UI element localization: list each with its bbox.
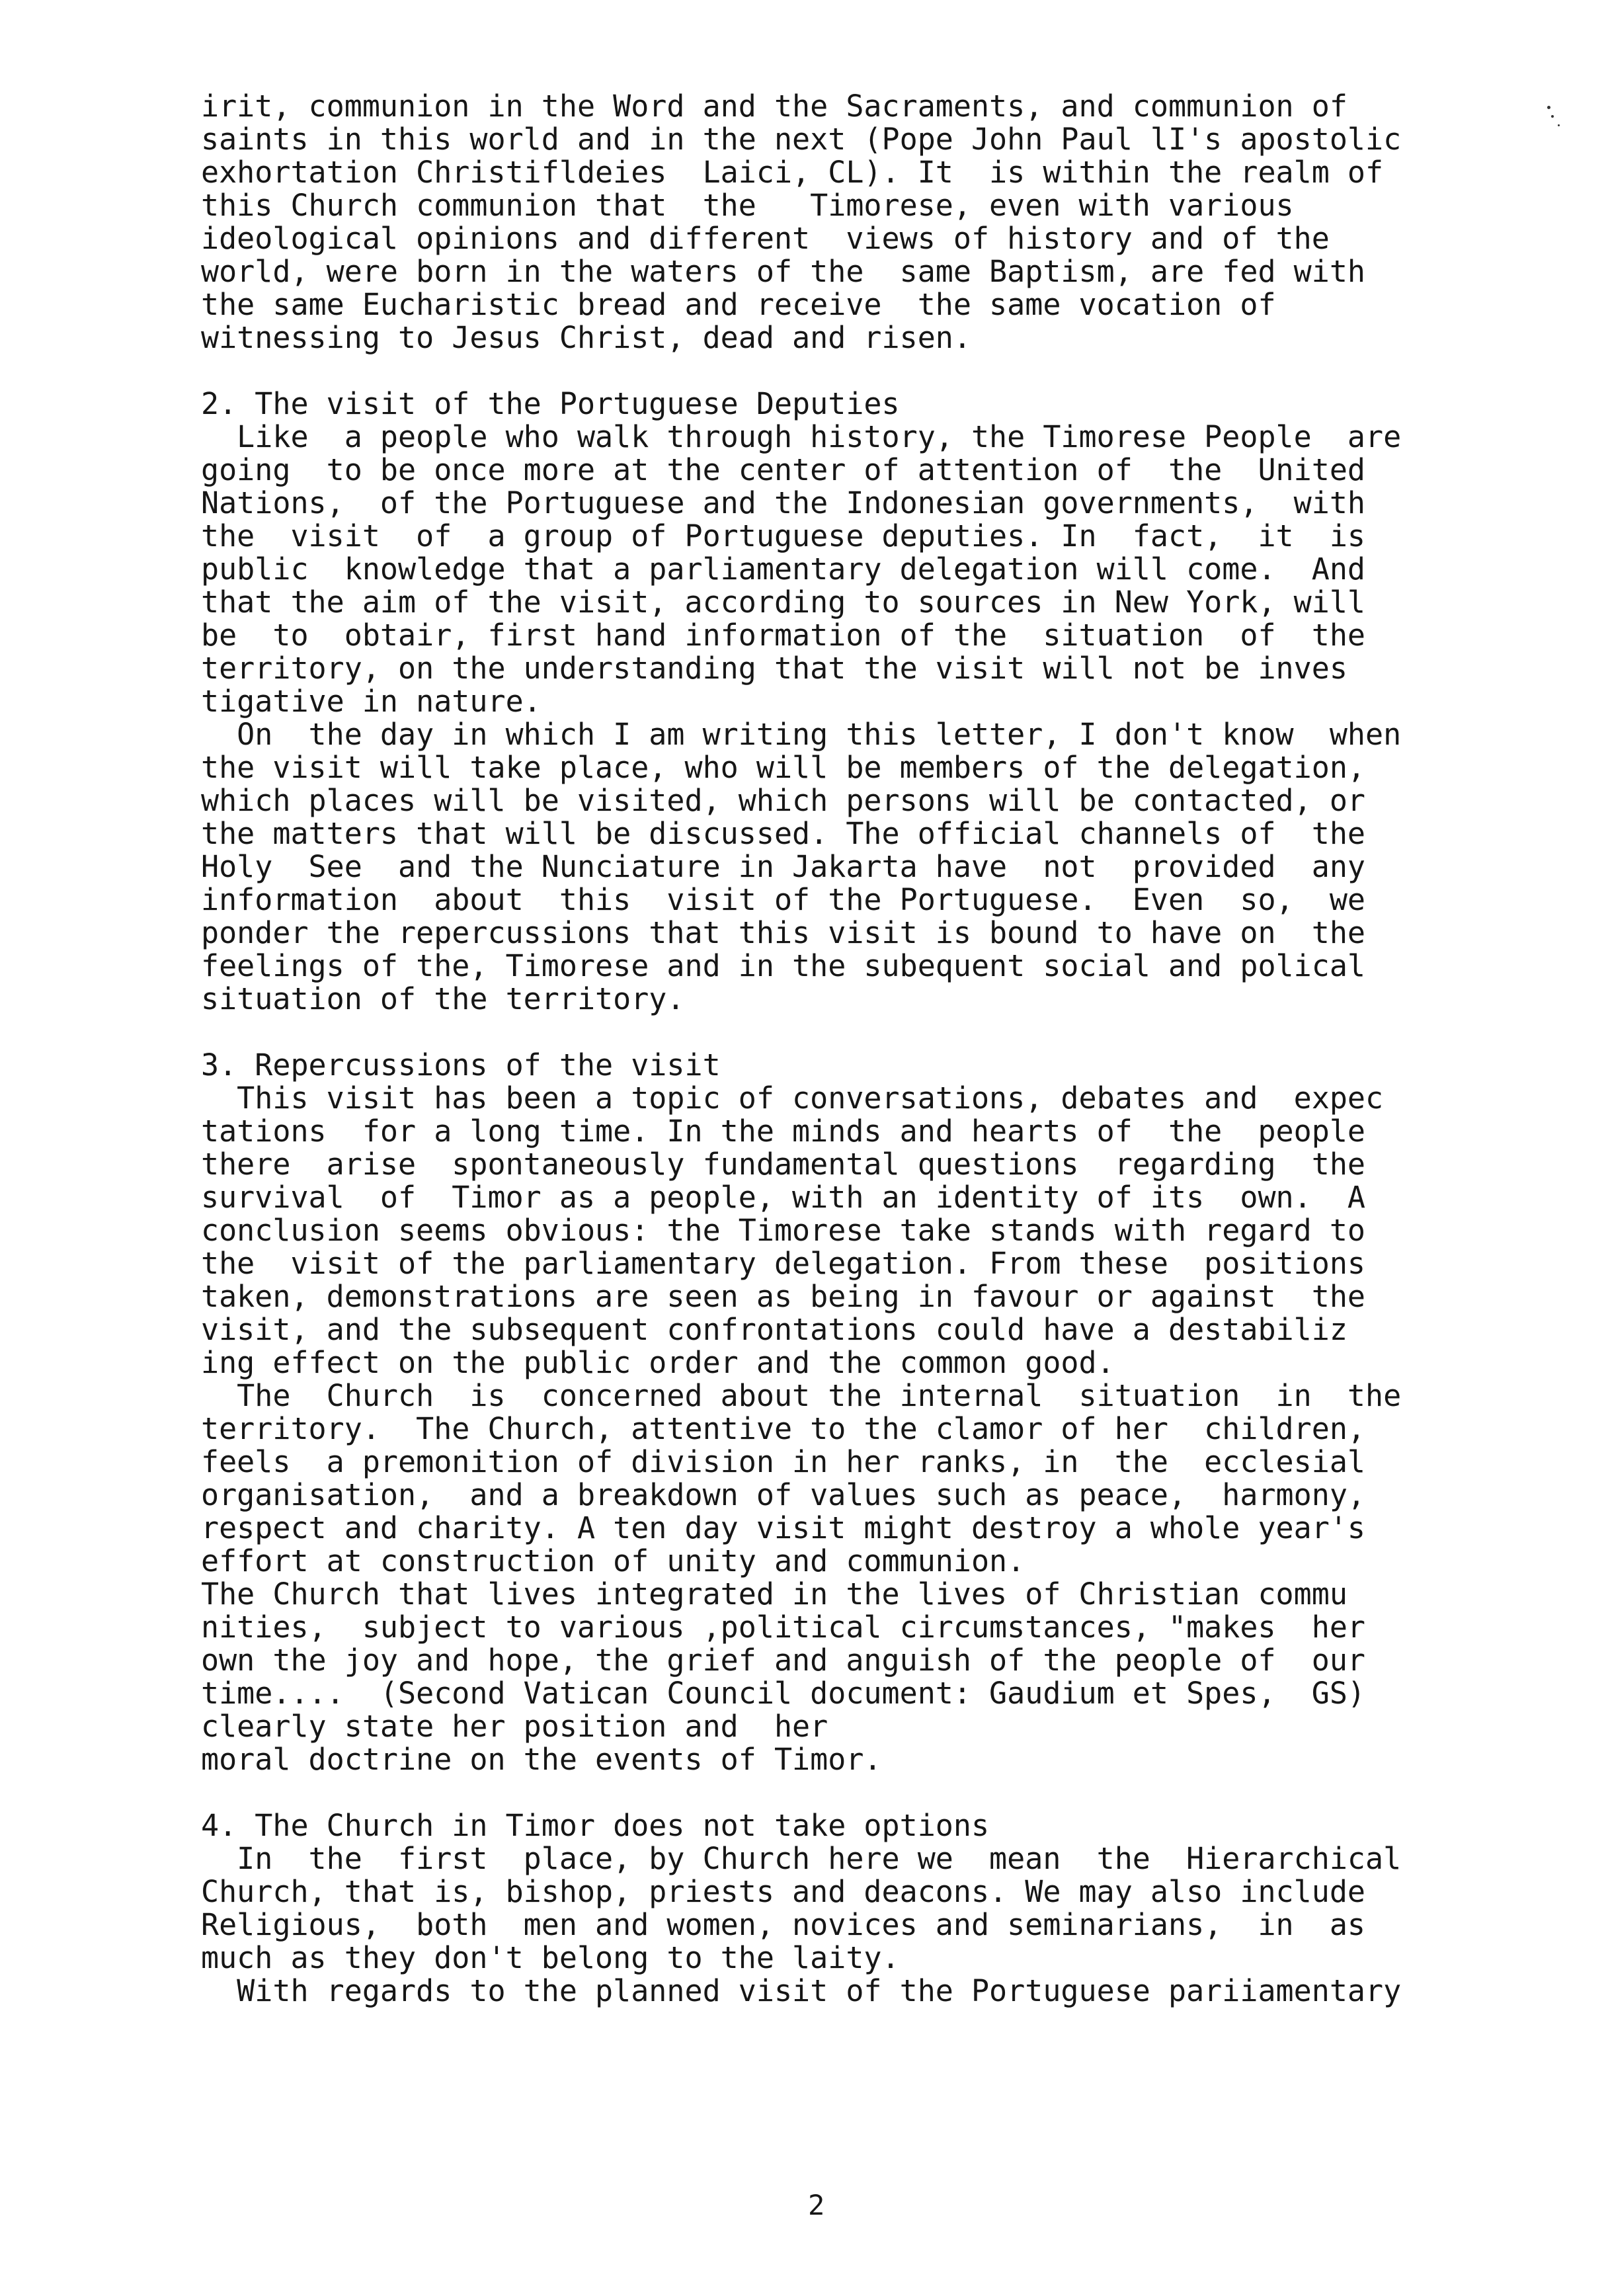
text-line: territory, on the understanding that the visit will not be inves [201,651,1347,686]
text-line: much as they don't belong to the laity. [201,1940,900,1975]
text-line: territory. The Church, attentive to the clamor of her children, [201,1411,1365,1446]
text-line: moral doctrine on the events of Timor. [201,1742,882,1777]
text-line: feelings of the, Timorese and in the subequent social and polical [201,948,1365,983]
text-line: the visit will take place, who will be members of the delegation, [201,750,1365,785]
text-line: nities, subject to various ,political circumstances, "makes her [201,1610,1365,1645]
section-heading: 2. The visit of the Portuguese Deputies [201,386,900,421]
text-line: tations for a long time. In the minds and hearts of the people [201,1114,1365,1149]
text-line: saints in this world and in the next (Pope John Paul lI's apostolic [201,122,1402,157]
text-line: the matters that will be discussed. The official channels of the [201,816,1365,851]
text-line: the same Eucharistic bread and receive the same vocation of [201,287,1276,322]
text-line: which places will be visited, which persons will be contacted, or [201,783,1365,818]
text-line: public knowledge that a parliamentary delegation will come. And [201,552,1365,587]
text-line: conclusion seems obvious: the Timorese take stands with regard to [201,1213,1365,1248]
text-line: witnessing to Jesus Christ, dead and risen. [201,320,971,355]
scan-speck [1551,115,1554,118]
section-heading: 4. The Church in Timor does not take options [201,1808,990,1843]
text-line: The Church that lives integrated in the lives of Christian commu [201,1577,1347,1612]
text-line: With regards to the planned visit of the Portuguese pariiamentary [201,1973,1402,2008]
text-line: On the day in which I am writing this letter, I don't know when [201,717,1402,752]
text-line: ing effect on the public order and the common good. [201,1345,1115,1380]
page-number: 2 [808,2189,825,2221]
text-line: tigative in nature. [201,684,542,719]
text-line: that the aim of the visit, according to sources in New York, will [201,585,1365,620]
text-line: be to obtair, first hand information of the situation of the [201,618,1365,653]
text-line: effort at construction of unity and communion. [201,1543,1025,1578]
text-line: Religious, both men and women, novices and seminarians, in as [201,1907,1365,1942]
text-line: exhortation Christifldeies Laici, CL). It is within the realm of [201,155,1384,190]
text-line: world, were born in the waters of the same Baptism, are fed with [201,254,1365,289]
text-line: visit, and the subsequent confrontations could have a destabiliz [201,1312,1347,1347]
text-line: feels a premonition of division in her ranks, in the ecclesial [201,1444,1365,1479]
text-line: own the joy and hope, the grief and anguish of the people of our [201,1643,1365,1678]
text-line: ponder the repercussions that this visit is bound to have on the [201,915,1365,950]
text-line: going to be once more at the center of attention of the United [201,452,1365,487]
text-line: taken, demonstrations are seen as being in favour or against the [201,1279,1365,1314]
text-line: the visit of a group of Portuguese deputies. In fact, it is [201,518,1365,554]
text-line: clearly state her position and her [201,1709,828,1744]
text-line: the visit of the parliamentary delegation. From these positions [201,1246,1365,1281]
section-heading: 3. Repercussions of the visit [201,1047,721,1083]
text-line: time.... (Second Vatican Council document: Gaudium et Spes, GS) [201,1676,1365,1711]
text-line: situation of the territory. [201,981,685,1016]
text-line: this Church communion that the Timorese, even with various [201,188,1294,223]
text-line: Nations, of the Portuguese and the Indonesian governments, with [201,485,1365,520]
text-line: The Church is concerned about the internal situation in the [201,1378,1402,1413]
text-line: information about this visit of the Portuguese. Even so, we [201,882,1365,917]
text-line: there arise spontaneously fundamental questions regarding the [201,1147,1365,1182]
text-line: Like a people who walk through history, the Timorese People are [201,419,1402,454]
text-line: In the first place, by Church here we mean the Hierarchical [201,1841,1402,1876]
text-line: Church, that is, bishop, priests and deacons. We may also include [201,1874,1365,1909]
text-line: survival of Timor as a people, with an identity of its own. A [201,1180,1365,1215]
scan-speck [1547,106,1550,109]
text-line: ideological opinions and different views of history and of the [201,221,1330,256]
text-line: respect and charity. A ten day visit might destroy a whole year's [201,1510,1365,1545]
text-line: This visit has been a topic of conversations, debates and expec [201,1081,1384,1116]
text-line: irit, communion in the Word and the Sacraments, and communion of [201,89,1347,124]
text-line: Holy See and the Nunciature in Jakarta have not provided any [201,849,1365,884]
scan-speck [1558,124,1560,126]
text-line: organisation, and a breakdown of values such as peace, harmony, [201,1477,1365,1512]
